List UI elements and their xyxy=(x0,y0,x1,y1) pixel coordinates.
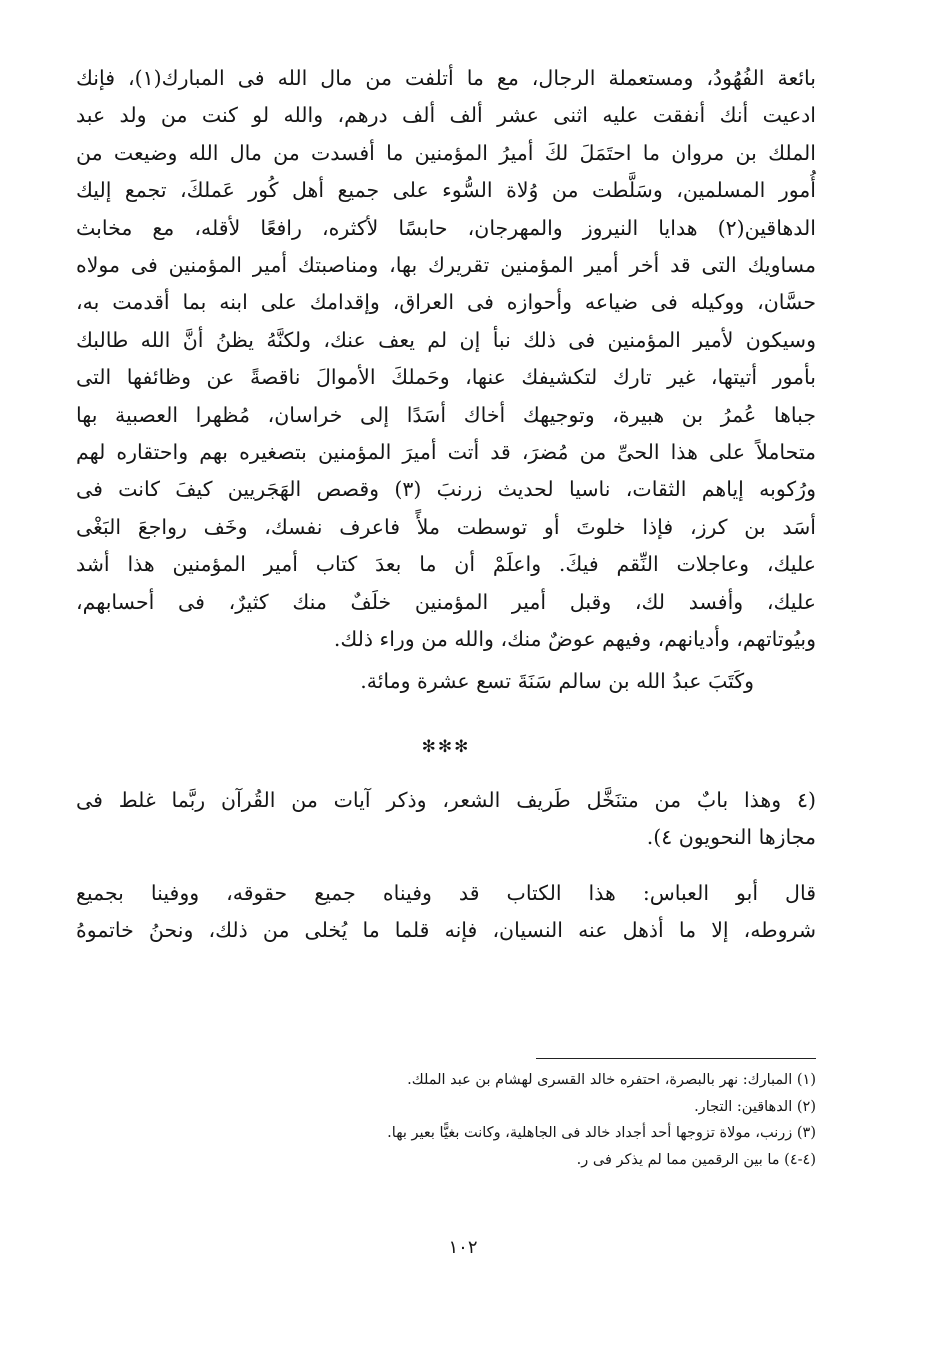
text-line: ادعيت أنك أنفقت عليه اثنى عشر ألف ألف درهم، والله لو كنت من ولد عبد xyxy=(76,103,816,128)
page-number: ١٠٢ xyxy=(448,1237,478,1258)
footnotes xyxy=(387,1058,816,1173)
page-body xyxy=(76,60,816,950)
text-line: مجازها النحويون ٤). xyxy=(646,825,816,850)
text-line: وسيكون لأمير المؤمنين فى ذلك نبأ إن لم يعف عنك، ولكنَّهُ يظنُ أنَّ الله طالبك xyxy=(76,327,817,352)
text-line: عليك، وعاجلات النِّقم فيكَ. واعلَمْ أن ما بعدَ كتاب أمير المؤمنين هذا أشد xyxy=(76,552,816,577)
footnote-rule xyxy=(536,1058,816,1059)
text-line: قال أبو العباس: هذا الكتاب قد وفيناه جميع حقوقه، ووفينا بجميع xyxy=(76,880,816,905)
paragraph-abu-abbas xyxy=(76,875,816,950)
text-line: أسَد بن كرز، فإذا خلوتَ أو توسطت ملأً فاعرف نفسك، وخَف رواجعَ البَغْى xyxy=(76,514,816,539)
footnote-2: (٢) الدهاقين: التجار. xyxy=(694,1098,816,1115)
text-line: شروطه، إلا ما أذهل عنه النسيان، فإنه قلما ما يُخلى من ذلك، ونحنُ خاتموهُ xyxy=(76,918,816,943)
text-line: عليك، وأفسد لك، وقبل أمير المؤمنين خلَفٌ منك كثيرٌ، فى أحسابهم، xyxy=(76,589,816,614)
text-line: مساويك التى قد أخر أمير المؤمنين تقريرك بها، ومناصبتك أمير المؤمنين فى مولاه xyxy=(76,253,816,278)
paragraph-section-intro xyxy=(76,782,816,857)
text-line: حسَّان، ووكيله فى ضياعه وأحوازه فى العراق، وإقدامك على ابنه بما أقدمت به، xyxy=(76,290,816,315)
section-separator: ✻✻✻ xyxy=(421,736,471,757)
text-line: ورُكوبه إياهم الثقات، ناسيا لحديث زرنبَ (٣) وقصص الهَجَريين كيفَ كانت فى xyxy=(76,477,816,502)
text-line: الملك بن مروان ما احتَمَلَ لكَ أميرُ المؤمنين ما أفسدت من مال الله وضيعت من xyxy=(76,140,816,165)
text-line: الدهاقين(٢) هدايا النيروز والمهرجان، حابسًا لأكثره، رافعًا لأقله، مع مخابث xyxy=(76,215,816,240)
text-line: وبيُوتاتهم، وأديانهم، وفيهم عوضٌ منك، والله من وراء ذلك. xyxy=(333,627,816,652)
text-line: بأمور أتيتها، غير تارك لتكشيفك عنها، وحَملكَ الأموالَ ناقصةً عن وظائفها التى xyxy=(76,365,816,390)
text-line: أُمور المسلمين، وسَلَّطت من وُلاة السُّوء على جميع أهل كُور عَملكَ، تجمع إليك xyxy=(76,178,816,203)
footnote-4: (٤-٤) ما بين الرقمين مما لم يذكر فى ر. xyxy=(576,1151,816,1168)
date-line: وكَتَبَ عبدُ الله بن سالم سَنَةَ تسع عشرة ومائة. xyxy=(360,668,754,693)
text-line: (٤ وهذا بابٌ من متنَخَّل طَريف الشعر، وذكر آيات من القُرآن ربَّما غلط فى xyxy=(76,787,816,812)
text-line: جباها عُمرُ بن هبيرة، وتوجيهك أخاك أسَدًا إلى خراسان، مُظهرا العصبية بها xyxy=(76,402,816,427)
text-line: بائعة الفُهُودُ، ومستعملة الرجال، مع ما أتلفت من مال الله فى المبارك(١)، فإنك xyxy=(76,66,816,90)
footnote-3: (٣) زرنب، مولاة تزوجها أحد أجداد خالد فى الجاهلية، وكانت بغيًّا بعير بها. xyxy=(387,1125,816,1141)
text-line: متحاملاً على هذا الحىِّ من مُضرَ، قد أتت أميرَ المؤمنين بتصغيره بهم واحتقاره لهم xyxy=(76,440,816,465)
footnote-1: (١) المبارك: نهر بالبصرة، احتفره خالد القسرى لهشام بن عبد الملك. xyxy=(407,1072,816,1088)
paragraph-gap xyxy=(76,857,816,875)
paragraph-letter xyxy=(76,60,816,659)
